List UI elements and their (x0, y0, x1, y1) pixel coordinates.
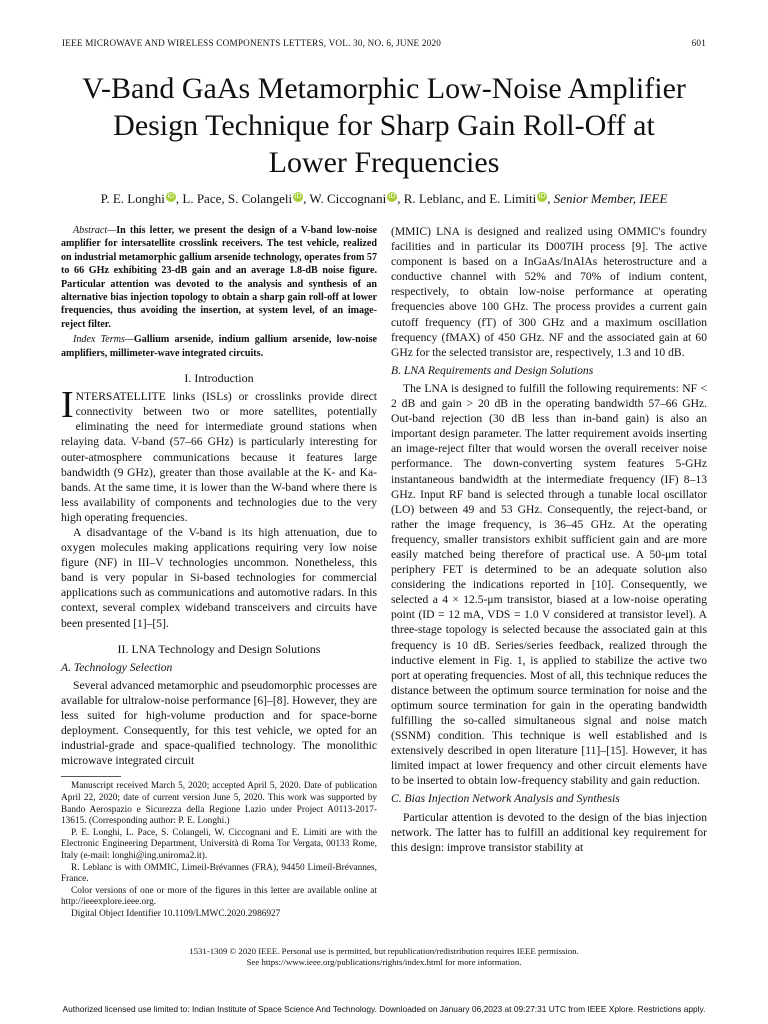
orcid-icon[interactable]: iD (388, 193, 396, 200)
author-3: , W. Ciccognani (303, 191, 387, 206)
copyright-line-1: 1531-1309 © 2020 IEEE. Personal use is permitted, but republication/redistribution requires IEEE permission. (189, 946, 579, 956)
footnote-manuscript: Manuscript received March 5, 2020; accepted April 5, 2020. Date of publication April 22, 2020; date of current version June 5, 2020. This work was supported by Bando Aerospazio e Sicurezza della Regione Lazio under Project A0113-2017-13615. (Corresponding author: P. E. Longhi.) (61, 781, 377, 827)
abstract-text: In this letter, we present the design of a V-band low-noise amplifier for intersatellite crosslink receivers. The test vehicle, realized on industrial metamorphic gallium arsenide technology, operates from 57 to 66 GHz exhibiting 23-dB gain and an average 1.8-dB noise figure. Particular attention was devoted to the analysis and synthesis of an alternative bias injection topology to obtain a sharp gain roll-off at lower frequencies, thus avoiding the insertion, at system level, of an image-reject filter. (61, 225, 377, 330)
intro-paragraph-1: INTERSATELLITE links (ISLs) or crosslinks provide direct connectivity between two or more satellites, potentially eliminating the need for intermediate ground stations when relaying data. V-band (57–66 GHz) is particularly interesting for outer-atmosphere communications because it features large bandwidth (9 GHz), greater than those available at the K- and Ka-bands. At the same time, it is lower than the W-band where there is less availability of components and technologies due to the very high operating frequencies. (61, 384, 377, 524)
title-line-1: V-Band GaAs Metamorphic Low-Noise Amplifier (82, 72, 686, 105)
left-column (61, 224, 377, 921)
section-heading-lna: II. LNA Technology and Design Solutions (117, 641, 321, 656)
orcid-icon[interactable]: iD (538, 193, 546, 200)
page-number: 601 (691, 38, 706, 48)
author-1: P. E. Longhi (100, 191, 165, 206)
footnote-divider (61, 776, 121, 777)
footnotes (61, 781, 377, 920)
requirements-paragraph: The LNA is designed to fulfill the following requirements: NF < 2 dB and gain > 20 dB in the operating bandwidth 57–66 GHz. Out-band rejection (30 dB less than in-band gain) is also an important design parameter. The latter requirement avoids inserting an image-reject filter that would worsen the overall receiver noise performance. The down-converting system features 5-GHz instantaneous bandwidth at the intermediate frequency (IF) 8–13 GHz. Input RF band is selected through a tunable local oscillator (LO) between 49 and 53 GHz. Consequently, the reject-band, or rather the image frequency, is 36–45 GHz. At the operating frequency, smaller transistors exhibit sufficient gain and are more easily matched being therefore of practical use. A 50-μm total periphery FET is determined to be an adequate solution also considering the indications reported in [10]. Consequently, we selected a 4 × 12.5-μm transistor, biased at a low-noise operating point (ID = 12 mA, VDS = 1.0 V considered at transistor level). A three-stage topology is selected because the associated gain at this frequency is 10 dB. Series/series feedback, realized through the inductive element in Fig. 1, is applied to stabilize the active two port at operating frequencies. Most of all, this technique reduces the distance between the optimum source termination for noise and the optimum source termination for gain in the operating bandwidth fulfilling the so-called simultaneous signal and noise match (SSNM) condition. This technique is well established and is extensively described in open literature [11]–[15]. However, it has limited impact at lower frequency and other circuit elements have to be inserted to obtain low-frequency stability and gain reduction. (391, 381, 707, 788)
copyright-notice (40, 946, 728, 968)
abstract (61, 224, 377, 331)
abstract-label: Abstract— (73, 225, 117, 236)
paper-title (40, 70, 728, 181)
copyright-line-2: See https://www.ieee.org/publications/rights/index.html for more information. (246, 957, 522, 967)
drop-cap: I (61, 384, 74, 427)
title-line-3: Lower Frequencies (268, 146, 500, 179)
subsection-technology: A. Technology Selection (61, 660, 173, 674)
index-terms (61, 333, 377, 360)
index-terms-label: Index Terms— (73, 334, 134, 346)
bias-paragraph: Particular attention is devoted to the design of the bias injection network. The latter has to fulfill an additional key requirement for this design: improve transistor stability at (391, 810, 707, 854)
license-footer: Authorized licensed use limited to: Indian Institute of Space Science And Technology. Downloaded on January 06,2023 at 09:27:31 UTC from IEEE Xplore. Restrictions apply. (62, 1004, 706, 1014)
author-4: , R. Leblanc, and E. Limiti (397, 191, 537, 206)
member-grade: Senior Member, IEEE (553, 191, 668, 206)
author-list: P. E. Longhi iD , L. Pace, S. Colangeli iD , W. Ciccognani iD , R. Leblanc, and E. Limiti iD , Senior Member, IEEE (100, 191, 668, 206)
footnote-affiliation: P. E. Longhi, L. Pace, S. Colangeli, W. Ciccognani and E. Limiti are with the Electronic Engineering Department, Università di Roma Tor Vergata, 00133 Rome, Italy (e-mail: longhi@ing.uniroma2.it). (61, 827, 377, 861)
orcid-icon[interactable]: iD (294, 193, 302, 200)
index-terms-text: Gallium arsenide, indium gallium arsenide, low-noise amplifiers, millimeter-wave integrated circuits. (61, 334, 377, 359)
footnote-doi: Digital Object Identifier 10.1109/LMWC.2020.2986927 (71, 908, 281, 919)
section-heading-intro: I. Introduction (184, 371, 254, 386)
running-header (62, 38, 706, 48)
journal-name: IEEE MICROWAVE AND WIRELESS COMPONENTS LETTERS, VOL. 30, NO. 6, JUNE 2020 (62, 38, 442, 48)
technology-paragraph: Several advanced metamorphic and pseudomorphic processes are available for ultralow-noise performance [6]–[8]. However, they are less suited for high-volume production and for space-borne deployment. Consequently, for this test vehicle, we opted for an industrial-grade and space-qualified technology. The monolithic microwave integrated circuit (61, 678, 377, 768)
subsection-bias: C. Bias Injection Network Analysis and Synthesis (391, 792, 620, 806)
footnote-ommic: R. Leblanc is with OMMIC, Limeil-Brévannes (FRA), 94450 Limeil-Brévannes, France. (61, 862, 377, 885)
title-line-2: Design Technique for Sharp Gain Roll-Off at (113, 109, 655, 142)
subsection-requirements: B. LNA Requirements and Design Solutions (391, 363, 594, 377)
footnote-color: Color versions of one or more of the figures in this letter are available online at http://ieeexplore.ieee.org. (61, 885, 377, 908)
author-2: , L. Pace, S. Colangeli (175, 191, 293, 206)
intro-paragraph-2: A disadvantage of the V-band is its high attenuation, due to oxygen molecules making applications requiring very low noise figure (NF) in III–V technologies uncommon. Nonetheless, this band is very popular in Si-based technologies for commercial applications such as communications and automotive radars. In this context, several complex wideband transceivers and circuits have been presented [1]–[5]. (61, 526, 377, 630)
technology-paragraph-continued: (MMIC) LNA is designed and realized using OMMIC's foundry facilities and in particular its D007IH process [9]. The active component is based on a InGaAs/InAlAs heterostructure and a conductive channel with 52% and 70% of indium content, respectively, to obtain low-noise performance at operating frequencies above 100 GHz. The process provides a current gain cutoff frequency (fT) of 300 GHz and a maximum oscillation frequency (fMAX) of 450 GHz. NF and the associated gain at 60 GHz for the selected transistor are, respectively, 1.3 and 10 dB. (391, 225, 707, 359)
orcid-icon[interactable]: iD (167, 193, 175, 200)
right-column (391, 224, 707, 855)
